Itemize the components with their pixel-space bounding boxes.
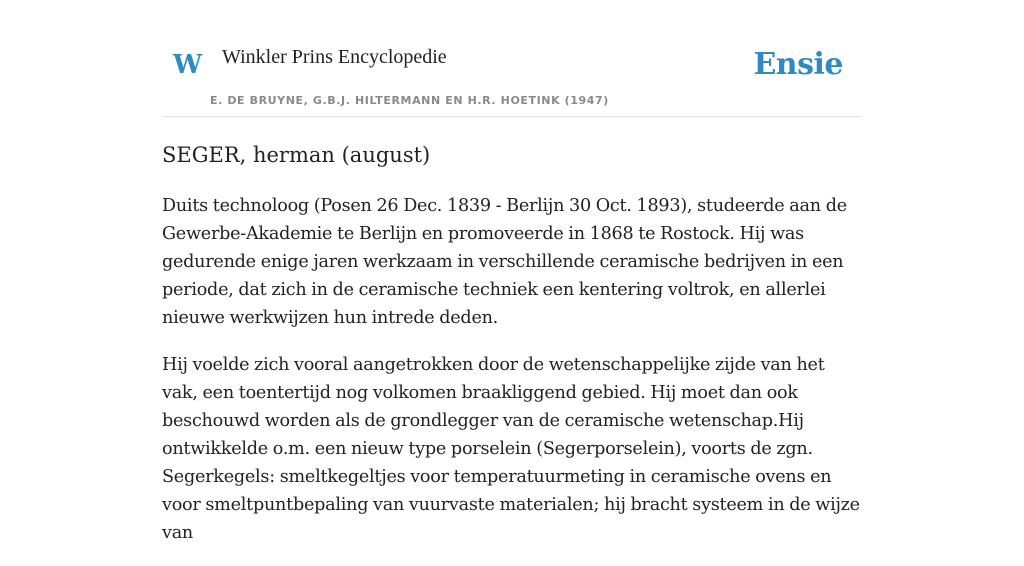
publication-title[interactable]: Winkler Prins Encyclopedie: [222, 46, 447, 68]
winkler-prins-logo[interactable]: W: [173, 50, 203, 80]
article-paragraph: Hij voelde zich vooral aangetrokken door de wetenschappelijke zijde van het vak, een toentertijd nog volkomen braakliggend gebied. Hij moet dan ook beschouwd worden als de grondlegger van de ceramische wetenschap.Hij ontwikkelde o.m. een nieuw type porselein (Segerporselein), voorts de zgn. Segerkegels: smeltkegeltjes voor temperatuurmeting in ceramische ovens en voor smeltpuntbepaling van vuurvaste materialen; hij bracht systeem in de wijze van: [162, 355, 860, 543]
publication-authors: E. DE BRUYNE, G.B.J. HILTERMANN EN H.R. HOETINK (1947): [210, 94, 609, 107]
site-header: [162, 0, 862, 117]
article-title: SEGER, herman (august): [162, 143, 431, 167]
ensie-logo[interactable]: Ensie: [753, 47, 843, 82]
article-paragraph: Duits technoloog (Posen 26 Dec. 1839 - Berlijn 30 Oct. 1893), studeerde aan de Gewerbe-Akademie te Berlijn en promoveerde in 1868 te Rostock. Hij was gedurende enige jaren werkzaam in verschillende ceramische bedrijven in een periode, dat zich in de ceramische techniek een kentering voltrok, en allerlei nieuwe werkwijzen hun intrede deden.: [162, 196, 847, 328]
article-body: [162, 192, 862, 566]
